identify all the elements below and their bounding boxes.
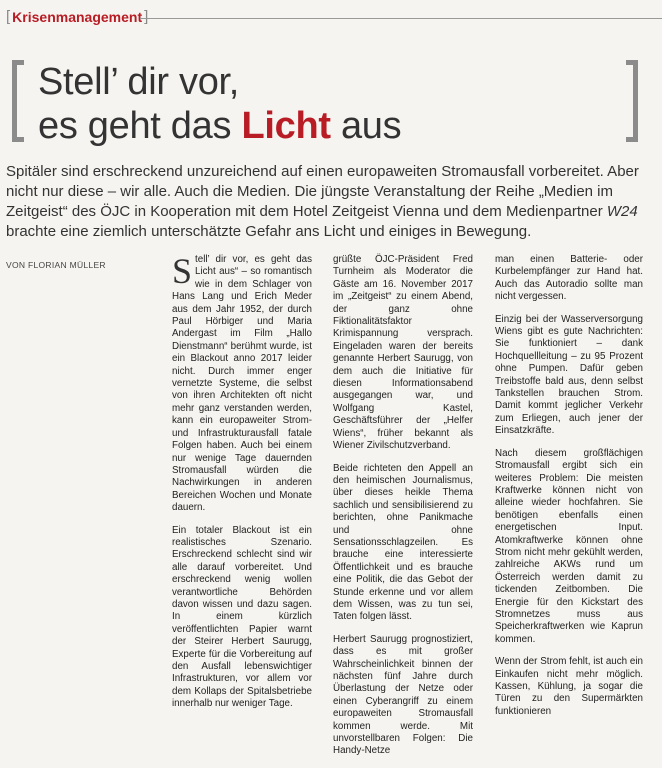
col3-paragraph-2: Einzig bei der Wasserversorgung Wiens gibt es gute Nachrichten: Sie funktioniert – dank Hochquellleitung – zu 95 Prozent ohne Pumpen. Dafür geben Treibstoffe bald aus, denn selbst Tankstellen brauchen Strom. Damit kommt jeglicher Verkehr zum Erliegen, auch jener der Einsatzkräfte. <box>495 313 643 437</box>
headline-right-bracket <box>626 60 638 142</box>
col1-paragraph-1-text: tell’ dir vor, es geht das Licht aus“ – so romantisch wie in dem Schlager von Hans Lang und Erich Meder aus dem Jahr 1952, der durch Paul Hörbiger und Maria Andergast im Film „Hallo Dienstmann“ berühmt wurde, ist ein Blackout anno 2017 leider nicht. Durch immer enger vernetzte Systeme, die selbst von ihren Architekten oft nicht mehr ganz verstanden werden, kann ein europaweiter Strom- und Infrastrukturausfall fatale Folgen haben. Auch bei einem nur wenige Tage dauernden Stromausfall würden die Nachwirkungen in anderen Bereichen Wochen und Monate dauern. <box>172 254 312 514</box>
article-column-2 <box>333 254 473 768</box>
headline-line-2-post: aus <box>330 105 402 147</box>
col1-paragraph-1 <box>172 251 312 515</box>
col3-paragraph-3: Nach diesem großflächigen Stromausfall ergibt sich ein weiteres Problem: Die meisten Kraftwerke können nicht von alleine wieder hochfahren. Sie benötigen ebenfalls einen energetischen Input. Atomkraftwerke können ohne Strom nicht mehr gekühlt werden, zahlreiche AKWs rund um Österreich werden damit zu tickenden Zeitbomben. Die Energie für den Kickstart des Stromnetzes muss aus Speicherkraftwerken wie Kaprun kommen. <box>495 447 643 645</box>
section-close-bracket: ] <box>144 8 149 25</box>
headline <box>38 60 401 148</box>
byline: VON FLORIAN MÜLLER <box>6 260 106 270</box>
article-column-3 <box>495 254 643 728</box>
headline-accent-word: Licht <box>241 105 331 147</box>
section-open-bracket: [ <box>6 8 11 25</box>
col2-paragraph-2: Beide richteten den Appell an den heimischen Journalismus, über dieses heikle Thema sachlich und sensibilisierend zu berichten, ohne Panikmache und ohne Sensationsschlagzeilen. Es brauche eine interessierte Öffentlichkeit und es brauche eine Politik, die das Gebot der Stunde erkenne und vor allem dem Wissen, was zu tun sei, Taten folgen lässt. <box>333 462 473 623</box>
headline-line-2-pre: es geht das <box>38 105 242 147</box>
col3-paragraph-4: Wenn der Strom fehlt, ist auch ein Einkaufen nicht mehr möglich. Kassen, Kühlung, ja sogar die Türen zu den Supermärkten funktionieren <box>495 656 643 717</box>
headline-left-bracket <box>12 60 24 142</box>
section-tag <box>6 8 148 25</box>
col1-paragraph-2: Ein totaler Blackout ist ein realistisches Szenario. Erschreckend schlecht sind wir alle darauf vorbereitet. Und erschreckend wenig wollen verantwortliche Behörden davon wissen und dazu sagen. In einem kürzlich veröffentlichten Papier warnt der Steirer Herbert Saurugg, Experte für die Vorbereitung auf den Ausfall lebenswichtiger Infrastrukturen, vor allem vor dem Kollaps der Spitalsbetriebe innerhalb nur weniger Tage. <box>172 524 312 710</box>
col3-paragraph-1: man einen Batterie- oder Kurbelempfänger zur Hand hat. Auch das Autoradio sollte man nicht vergessen. <box>495 254 643 303</box>
headline-line-1: Stell’ dir vor, <box>38 61 240 103</box>
section-rule <box>140 18 662 19</box>
article-column-1 <box>172 251 312 721</box>
lead-italic: W24 <box>606 203 638 220</box>
col2-paragraph-1: grüßte ÖJC-Präsident Fred Turnheim als Moderator die Gäste am 16. November 2017 im „Zeitgeist“ zu einem Abend, der ganz ohne Fiktionalitätsfaktor Krimispannung versprach. Eingeladen waren der bereits genannte Herbert Saurugg, von dem auch die Initiative für diesen Informationsabend ausgegangen war, und Wolfgang Kastel, Geschäftsführer der „Helfer Wiens“, früher bekannt als Wiener Zivilschutzverband. <box>333 254 473 452</box>
lead-part-1: Spitäler sind erschreckend unzureichend auf einen europaweiten Stromausfall vorbereitet. Aber nicht nur diese – wir alle. Auch die Medien. Die jüngste Veranstaltung der Reihe „Medien im Zeitgeist“ des ÖJC in Kooperation mit dem Hotel Zeitgeist Vienna und dem Medienpartner <box>6 163 639 220</box>
col2-paragraph-3: Herbert Saurugg prognostiziert, dass es mit großer Wahrscheinlichkeit binnen der nächsten fünf Jahre durch Überlastung der Netze oder einen Cyberangriff zu einem europaweiten Stromausfall kommen werde. Mit unvorstellbaren Folgen: Die Handy-Netze <box>333 633 473 757</box>
section-label: Krisenmanagement <box>12 8 143 25</box>
dropcap: S <box>172 251 193 291</box>
lead-part-2: brachte eine ziemlich unterschätzte Gefahr ans Licht und einiges in Bewegung. <box>6 223 532 240</box>
lead-paragraph <box>6 162 656 242</box>
